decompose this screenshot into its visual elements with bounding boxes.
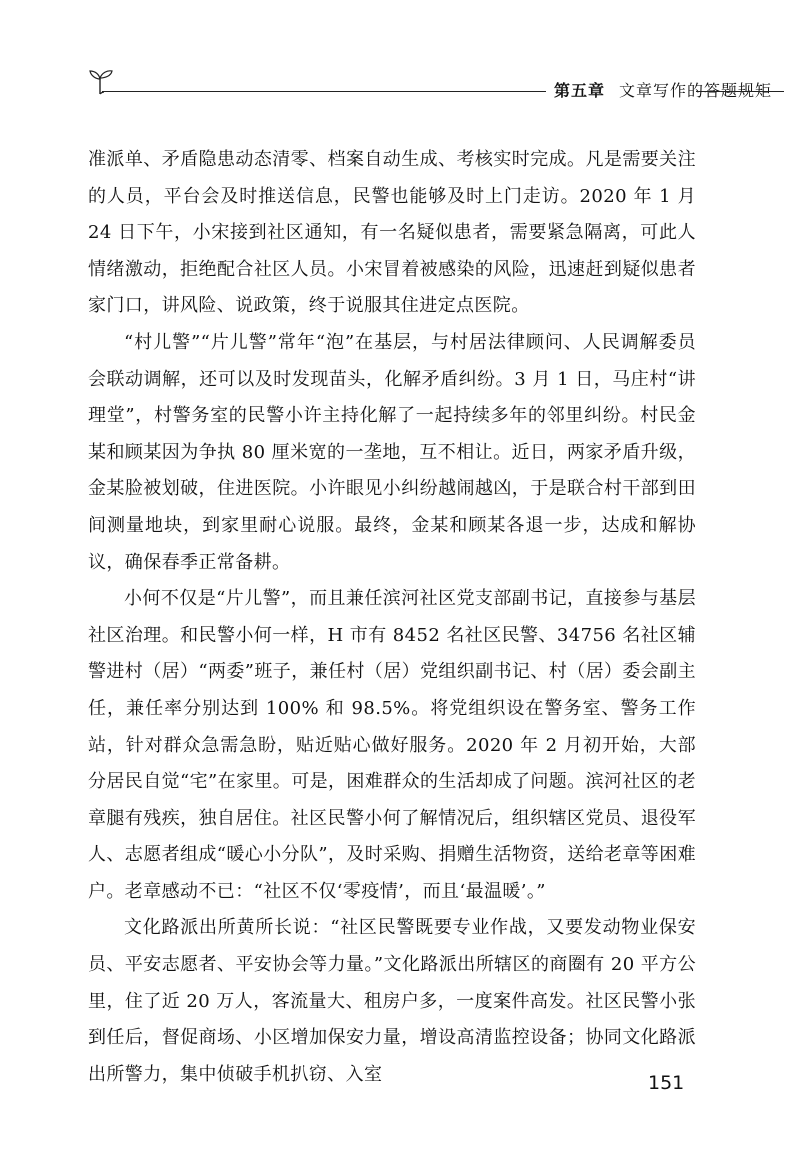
header-rule-left xyxy=(102,91,546,92)
chapter-number: 第五章 xyxy=(554,81,606,100)
paragraph-2: “村儿警”“片儿警”常年“泡”在基层，与村居法律顾问、人民调解委员会联动调解，还可以及时发现苗头，化解矛盾纠纷。3 月 1 日，马庄村“讲理堂”，村警务室的民警小许主持化解了一起持续多年的邻里纠纷。村民金某和顾某因为争执 80 厘米宽的一垄地，互不相让。近日，两家矛盾升级，金某脸被划破，住进医院。小许眼见小纠纷越闹越凶，于是联合村干部到田间测量地块，到家里耐心说服。最终，金某和顾某各退一步，达成和解协议，确保春季正常备耕。 xyxy=(88,331,696,573)
chapter-name: 文章写作的答题规矩 xyxy=(619,81,773,100)
header-rule-right xyxy=(696,91,784,92)
page-number: 151 xyxy=(648,1072,685,1094)
paragraph-4: 文化路派出所黄所长说：“社区民警既要专业作战，又要发动物业保安员、平安志愿者、平安协会等力量。”文化路派出所辖区的商圈有 20 平方公里，住了近 20 万人，客流量大、租房户多，一度案件高发。社区民警小张到任后，督促商场、小区增加保安力量，增设高清监控设备；协同文化路派出所警力，集中侦破手机扒窃、入室 xyxy=(88,917,696,1085)
paragraph-1: 准派单、矛盾隐患动态清零、档案自动生成、考核实时完成。凡是需要关注的人员，平台会及时推送信息，民警也能够及时上门走访。2020 年 1 月 24 日下午，小宋接到社区通知，有一名疑似患者，需要紧急隔离，可此人情绪激动，拒绝配合社区人员。小宋冒着被感染的风险，迅速赶到疑似患者家门口，讲风险、说政策，终于说服其住进定点医院。 xyxy=(88,149,696,317)
body-text xyxy=(88,142,696,1093)
running-header xyxy=(88,66,784,106)
chapter-title xyxy=(554,78,772,101)
paragraph-3: 小何不仅是“片儿警”，而且兼任滨河社区党支部副书记，直接参与基层社区治理。和民警小何一样，H 市有 8452 名社区民警、34756 名社区辅警进村（居）“两委”班子，兼任村（居）党组织副书记、村（居）委会副主任，兼任率分别达到 100% 和 98.5%。将党组织设在警务室、警务工作站，针对群众急需急盼，贴近贴心做好服务。2020 年 2 月初开始，大部分居民自觉“宅”在家里。可是，困难群众的生活却成了问题。滨河社区的老章腿有残疾，独自居住。社区民警小何了解情况后，组织辖区党员、退役军人、志愿者组成“暖心小分队”，及时采购、捐赠生活物资，送给老章等困难户。老章感动不已：“社区不仅‘零疫情’，而且‘最温暖’。” xyxy=(88,588,697,902)
